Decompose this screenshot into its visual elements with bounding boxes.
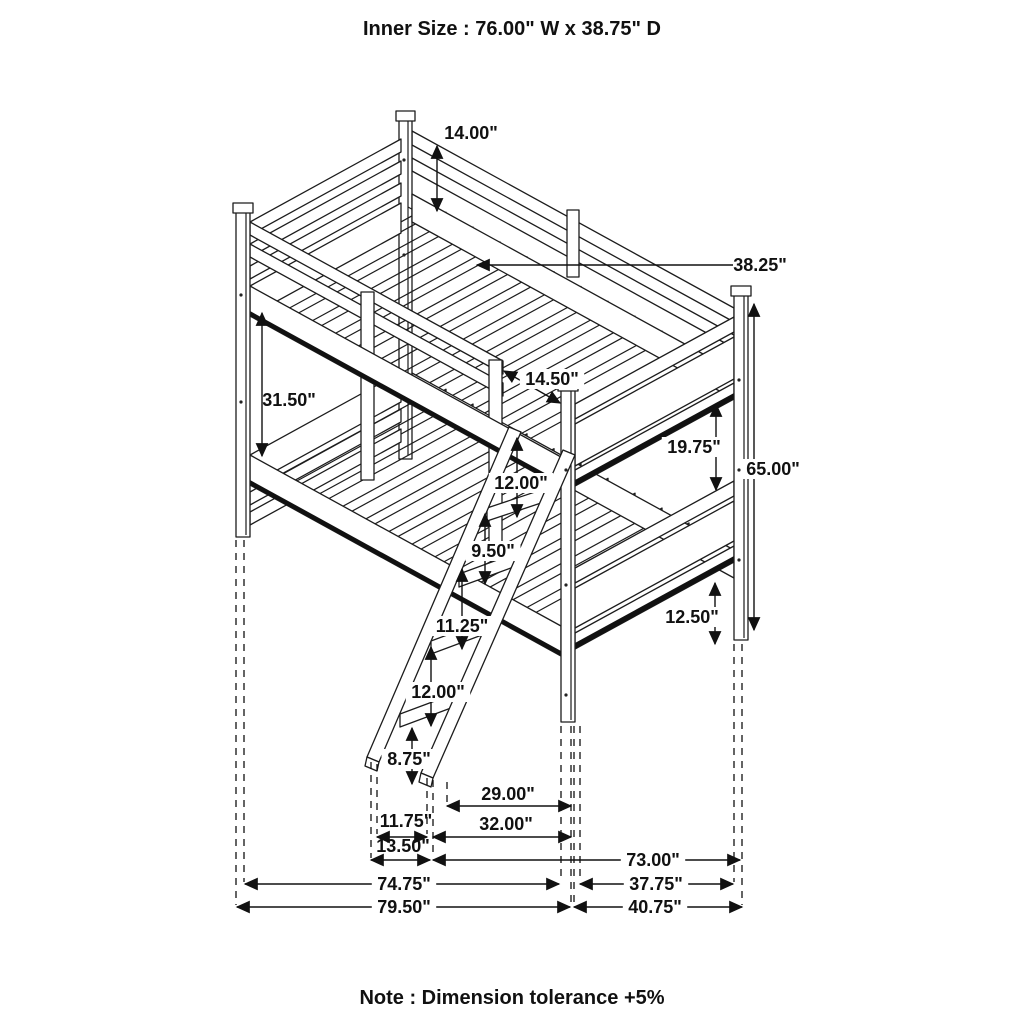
dimension-label: 11.25" (435, 616, 489, 636)
dimension-label: 37.75" (629, 874, 683, 894)
back-guard-board (567, 210, 579, 277)
dimension-label: 12.50" (665, 607, 719, 627)
dimension-label: 65.00" (746, 459, 800, 479)
dimension-label: 29.00" (481, 784, 535, 804)
inner-size-title: Inner Size : 76.00" W x 38.75" D (363, 18, 661, 40)
dimension-label: 14.50" (525, 369, 579, 389)
foot-middle-post (561, 389, 575, 722)
head-left-post-cap (233, 203, 253, 213)
dimension-label: 40.75" (628, 897, 682, 917)
dimension-label: 38.25" (733, 255, 787, 275)
dimension-label: 12.00" (494, 473, 548, 493)
dimension-label: 31.50" (262, 390, 316, 410)
dimension-label: 79.50" (377, 897, 431, 917)
tolerance-note: Note : Dimension tolerance +5% (359, 987, 665, 1009)
dimension-label: 8.75" (387, 749, 431, 769)
dimension-label: 19.75" (667, 437, 721, 457)
dimension-label: 74.75" (377, 874, 431, 894)
dimension-label: 32.00" (479, 814, 533, 834)
head-back-post-cap (396, 111, 415, 121)
dimension-label: 73.00" (626, 850, 680, 870)
dimension-label: 13.50" (376, 836, 430, 856)
guard-board-left (361, 292, 374, 480)
dimension-label: 12.00" (411, 682, 465, 702)
foot-right-post-cap (731, 286, 751, 296)
dimension-label: 11.75" (379, 811, 433, 831)
dimension-label: 14.00" (444, 123, 498, 143)
head-left-post (236, 211, 250, 537)
dimension-label: 9.50" (471, 541, 515, 561)
